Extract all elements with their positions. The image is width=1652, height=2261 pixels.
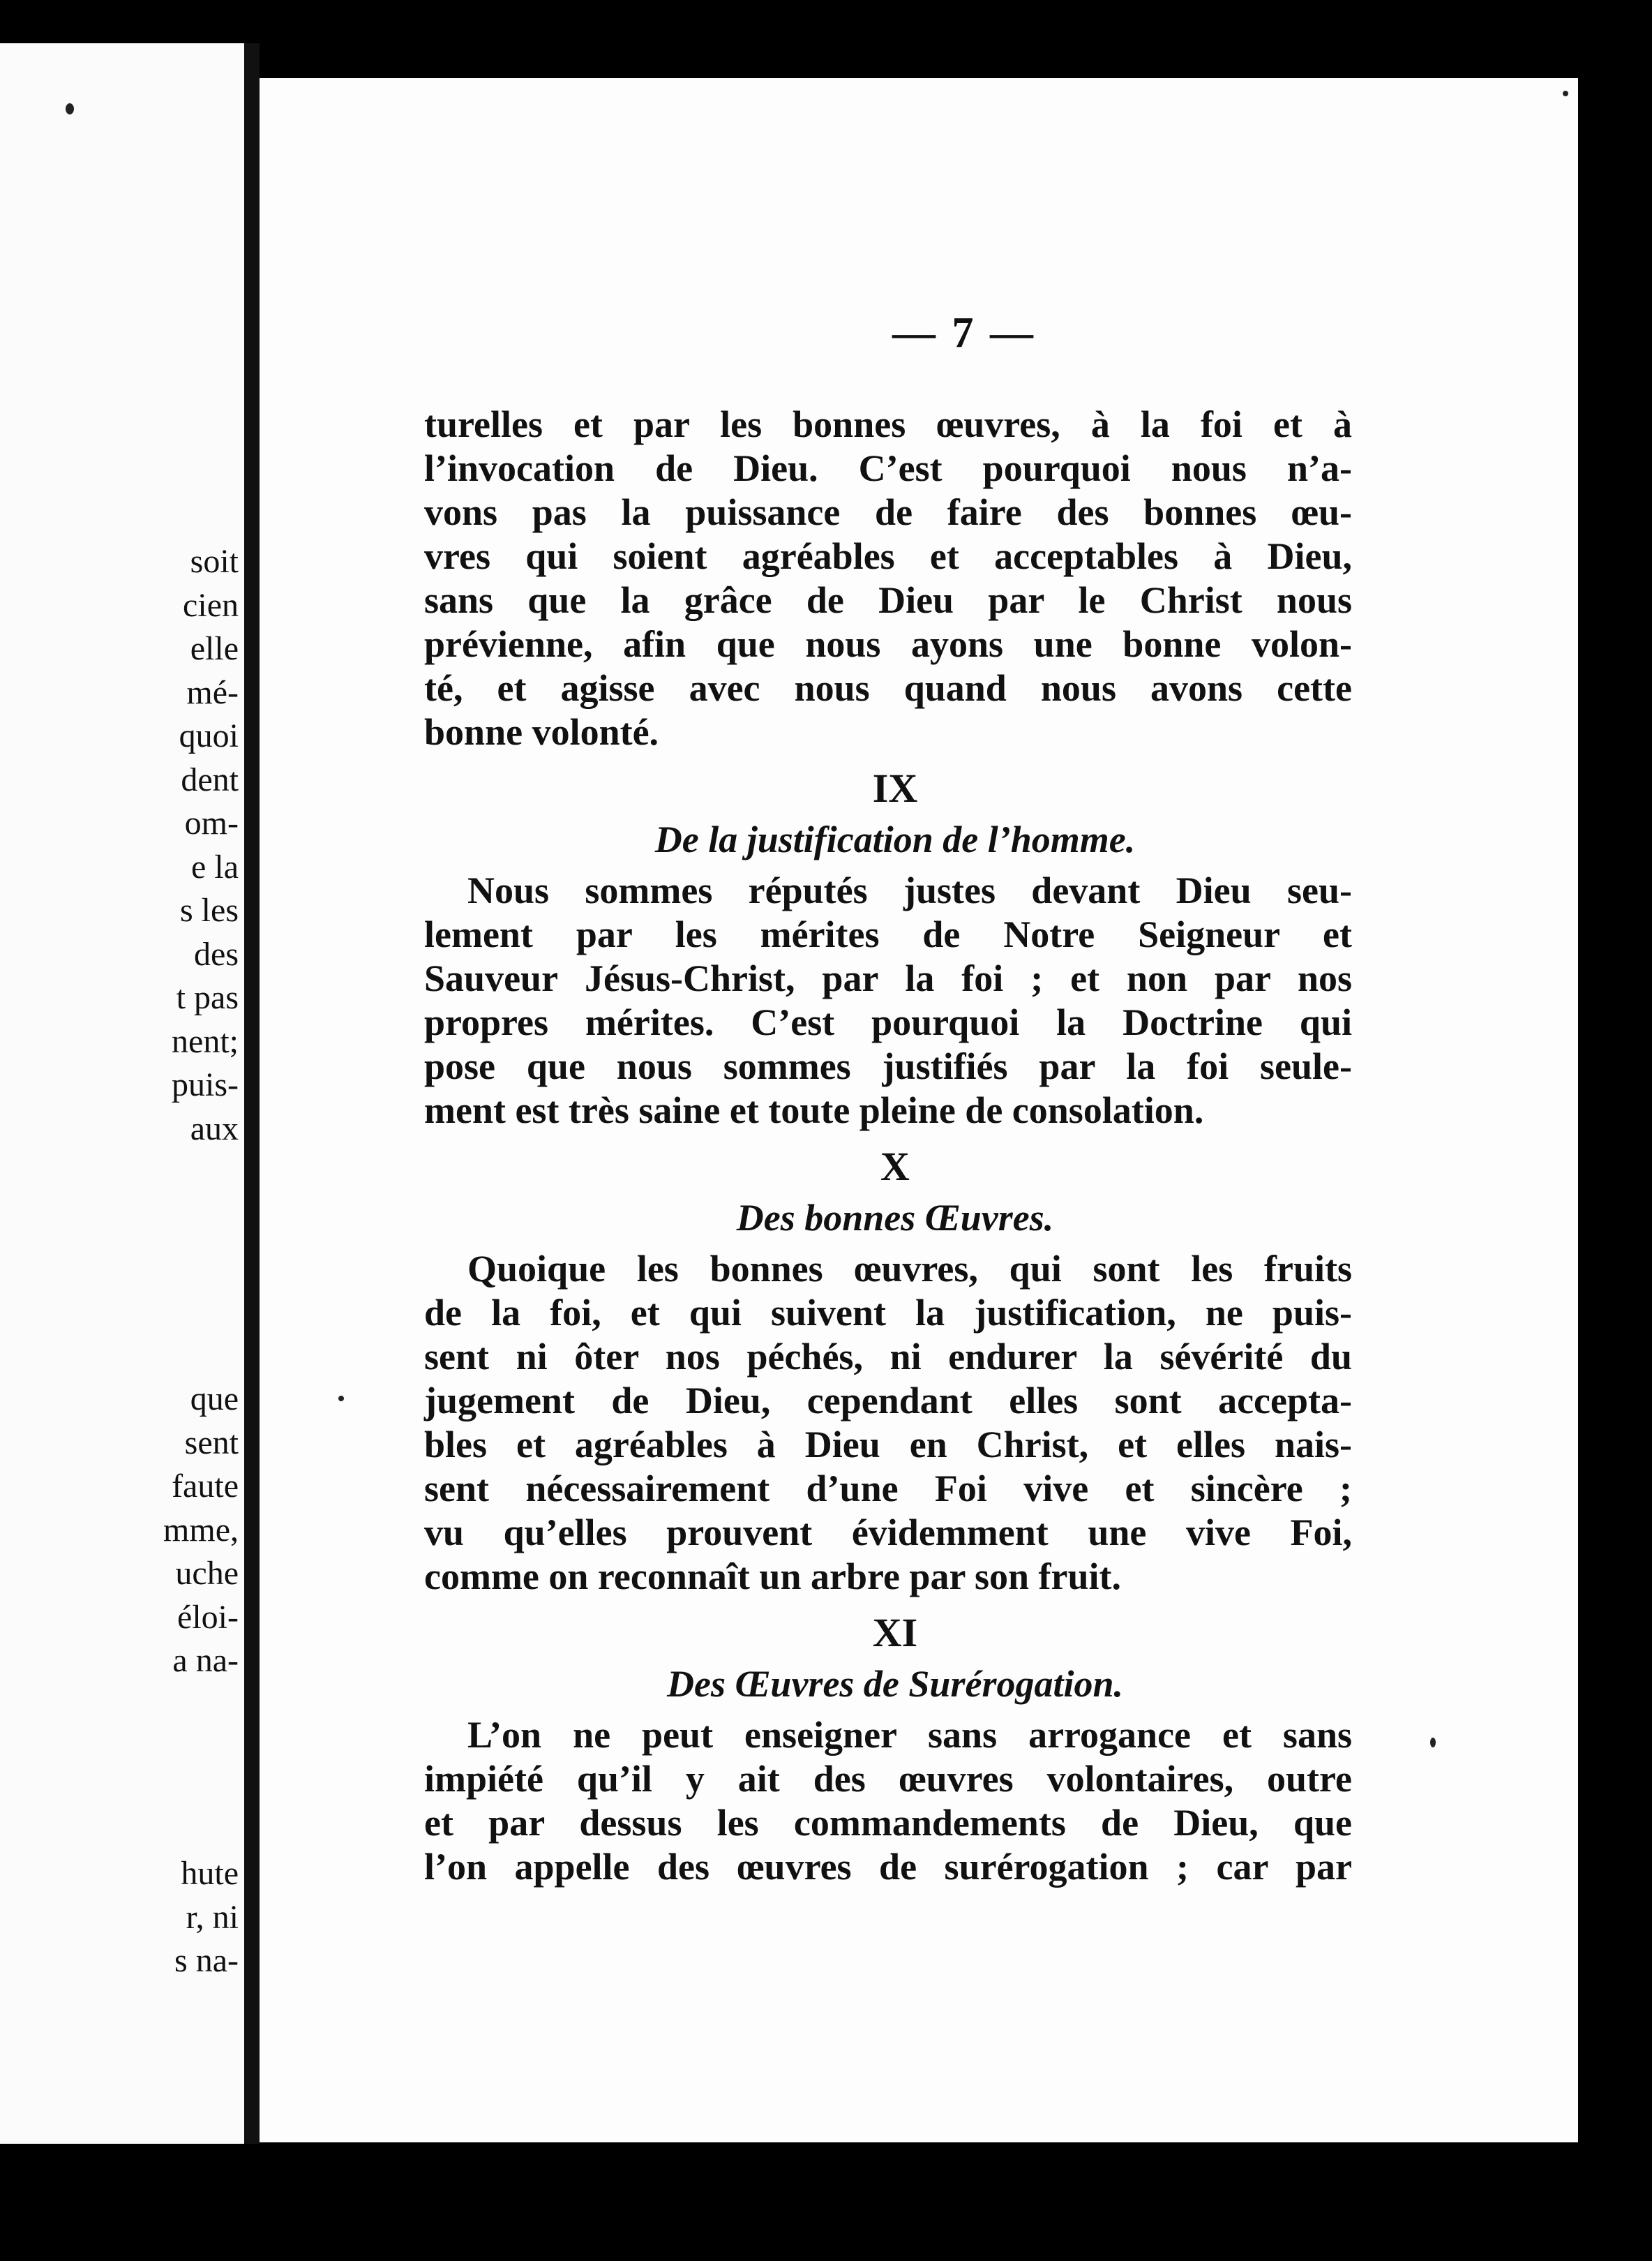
left-page-fragment: nent; xyxy=(172,1022,239,1060)
dust-speck xyxy=(1430,1738,1436,1747)
text-line: Sauveur Jésus-Christ, par la foi ; et non par nos xyxy=(424,957,1352,999)
text-line: de la foi, et qui suivent la justification, ne puis- xyxy=(424,1292,1352,1334)
intro-paragraph xyxy=(424,403,1352,754)
page-number: — 7 — xyxy=(892,309,1036,357)
section-x xyxy=(424,1144,1352,1599)
text-line: L’on ne peut enseigner sans arrogance et sans xyxy=(467,1714,1352,1756)
left-page-fragment: puis- xyxy=(172,1066,239,1103)
text-line: té, et agisse avec nous quand nous avons cette xyxy=(424,667,1352,709)
text-line: jugement de Dieu, cependant elles sont accepta- xyxy=(424,1380,1352,1421)
section-paragraph xyxy=(424,869,1352,1133)
left-page-fragment: cien xyxy=(183,586,239,624)
text-line: vres qui soient agréables et acceptables à Dieu, xyxy=(424,535,1352,577)
left-page-fragment: que xyxy=(190,1380,239,1417)
text-line: prévienne, afin que nous ayons une bonne volon- xyxy=(424,623,1352,665)
left-page-fragment: éloi- xyxy=(177,1598,239,1636)
left-facing-page xyxy=(0,43,244,2144)
text-line: l’on appelle des œuvres de surérogation ; car par xyxy=(424,1846,1352,1888)
dust-speck xyxy=(338,1396,344,1401)
text-line: Nous sommes réputés justes devant Dieu seu- xyxy=(467,870,1352,911)
left-page-fragment: elle xyxy=(190,630,239,667)
text-line: sans que la grâce de Dieu par le Christ nous xyxy=(424,579,1352,621)
section-numeral: IX xyxy=(872,766,918,811)
text-line: sent ni ôter nos péchés, ni endurer la sévérité du xyxy=(424,1336,1352,1378)
dust-speck xyxy=(1563,91,1568,96)
left-page-fragment: mé- xyxy=(186,673,239,711)
text-line: l’invocation de Dieu. C’est pourquoi nous n’a- xyxy=(424,447,1352,489)
left-page-fragment: sent xyxy=(184,1424,239,1461)
text-line: lement par les mérites de Notre Seigneur et xyxy=(424,913,1352,955)
section-paragraph xyxy=(424,1713,1352,1889)
text-line: ment est très saine et toute pleine de consolation. xyxy=(424,1089,1204,1131)
left-page-fragment: dent xyxy=(181,761,239,798)
text-line: vu qu’elles prouvent évidemment une vive Foi, xyxy=(424,1512,1352,1553)
text-line: sent nécessairement d’une Foi vive et sincère ; xyxy=(424,1468,1352,1509)
section-numeral: X xyxy=(880,1144,910,1189)
left-page-fragment: e la xyxy=(191,848,239,886)
text-line: propres mérites. C’est pourquoi la Doctrine qui xyxy=(424,1001,1352,1043)
text-line: comme on reconnaît un arbre par son fruit. xyxy=(424,1555,1121,1597)
section-ix xyxy=(424,766,1352,1133)
left-page-fragment: quoi xyxy=(179,717,239,754)
text-line: vons pas la puissance de faire des bonnes œu- xyxy=(424,491,1352,533)
text-line: pose que nous sommes justifiés par la foi seule- xyxy=(424,1045,1352,1087)
left-page-fragment: mme, xyxy=(163,1511,239,1549)
section-xi xyxy=(424,1610,1352,1889)
text-line: turelles et par les bonnes œuvres, à la foi et à xyxy=(424,403,1352,445)
text-column xyxy=(424,403,1352,1889)
left-page-fragment: soit xyxy=(190,543,239,580)
left-page-fragment: hute xyxy=(181,1855,239,1892)
left-page-fragment: des xyxy=(194,935,239,973)
text-line: bles et agréables à Dieu en Christ, et elles nais- xyxy=(424,1424,1352,1465)
right-page xyxy=(260,78,1578,2142)
left-page-fragment: r, ni xyxy=(186,1898,239,1936)
left-page-fragment: s les xyxy=(180,892,239,929)
left-page-fragment: aux xyxy=(190,1110,239,1147)
section-title: Des Œuvres de Surérogation. xyxy=(666,1663,1123,1705)
text-line: bonne volonté. xyxy=(424,711,659,753)
section-title: De la justification de l’homme. xyxy=(654,819,1136,860)
section-numeral: XI xyxy=(872,1610,918,1655)
left-page-fragment: uche xyxy=(175,1555,239,1592)
book-gutter xyxy=(244,43,260,2144)
text-line: Quoique les bonnes œuvres, qui sont les fruits xyxy=(467,1248,1352,1290)
left-page-fragment: t pas xyxy=(176,979,239,1016)
left-page-fragment: om- xyxy=(184,805,239,842)
text-line: et par dessus les commandements de Dieu, que xyxy=(424,1802,1352,1844)
section-paragraph xyxy=(424,1247,1352,1599)
dust-speck xyxy=(66,103,74,114)
left-page-fragment: faute xyxy=(172,1468,239,1505)
left-page-fragment: a na- xyxy=(172,1642,239,1679)
section-title: Des bonnes Œuvres. xyxy=(736,1197,1054,1239)
text-line: impiété qu’il y ait des œuvres volontaires, outre xyxy=(424,1758,1352,1800)
left-page-fragment: s na- xyxy=(174,1942,239,1979)
